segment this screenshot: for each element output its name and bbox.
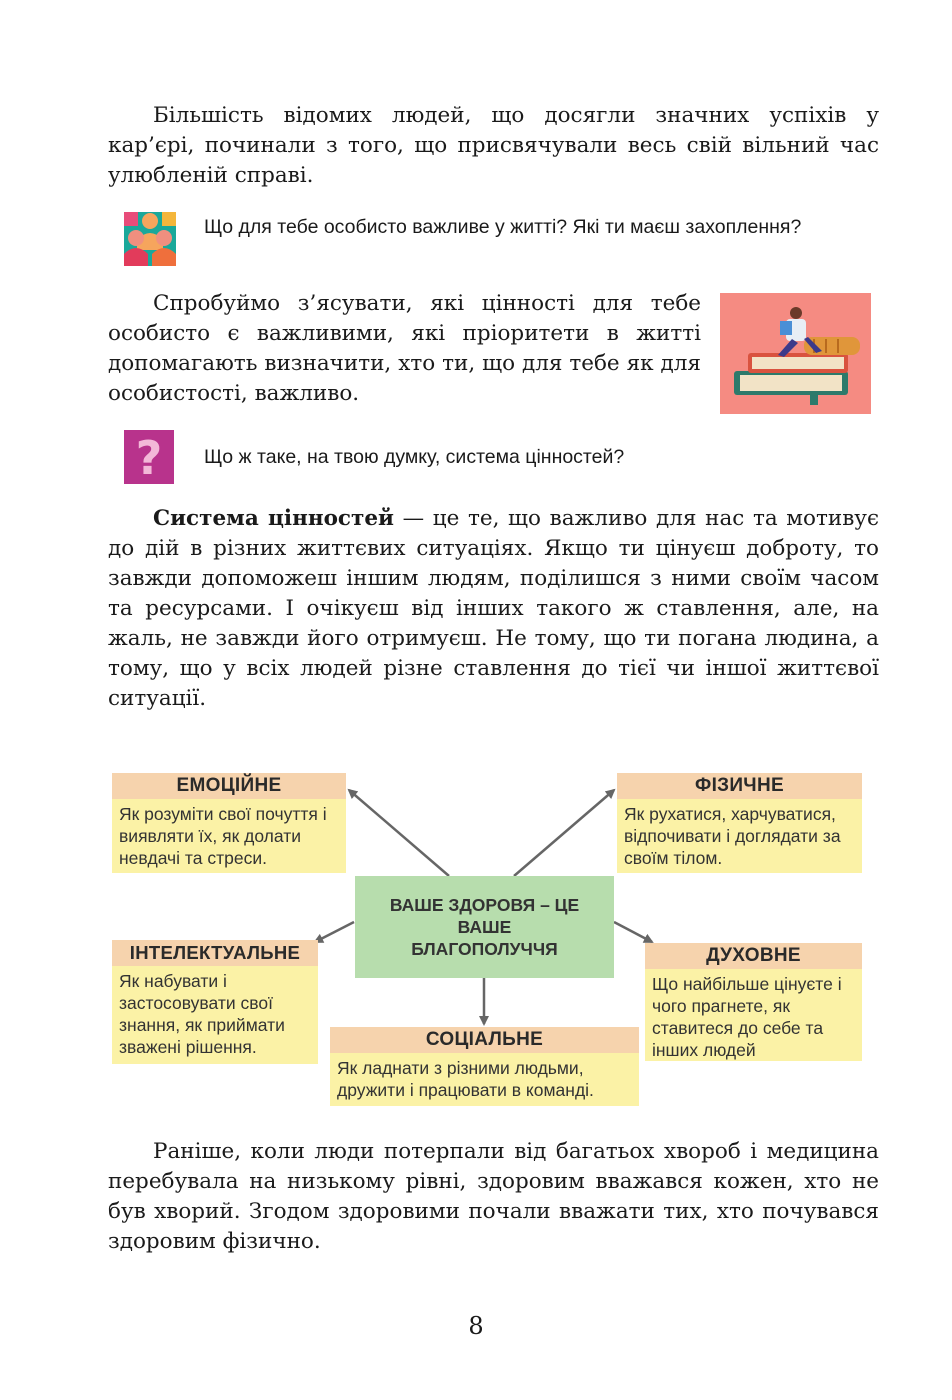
social-box: [330, 1027, 639, 1106]
health-history-paragraph: Раніше, коли люди потерпали від багатьох хвороб і медицина перебувала на низькому рівні, здоровим вважався кожен, хто не був хворий. Згодом здоровими почали вважати тих, хто почувався здоровим фізично.: [108, 1139, 879, 1254]
social-title: СОЦІАЛЬНЕ: [330, 1027, 639, 1053]
spiritual-title: ДУХОВНЕ: [645, 943, 862, 969]
question-hobbies: Що для тебе особисто важливе у житті? Які ти маєш захоплення?: [204, 216, 802, 238]
emotional-text: Як розуміти свої почуття і виявляти їх, як долати невдачі та стреси.: [119, 804, 327, 868]
spiritual-text: Що найбільше цінуєте і чого прагнете, як ставитеся до себе та інших людей: [652, 974, 842, 1060]
central-concept: [355, 876, 614, 978]
intellectual-box: [112, 940, 318, 1064]
physical-text: Як рухатися, харчуватися, відпочивати і доглядати за своїм тілом.: [624, 804, 841, 868]
term-value-system: Система цінностей: [153, 506, 394, 531]
physical-title: ФІЗИЧНЕ: [617, 773, 862, 799]
question-value-system: Що ж таке, на твою думку, система цінностей?: [204, 446, 625, 468]
intro-paragraph: Більшість відомих людей, що досягли значних успіхів у кар’єрі, починали з того, що присвячували весь свій вільний час улюбленій справі.: [108, 103, 879, 188]
intellectual-title: ІНТЕЛЕКТУАЛЬНЕ: [112, 940, 318, 966]
values-paragraph: Спробуймо з’ясувати, які цінності для тебе особисто є важливими, які пріоритети в житті допомагають визначити, хто ти, що для тебе як для особистості, важливо.: [108, 291, 701, 406]
social-text: Як ладнати з різними людьми, дружити і працювати в команді.: [337, 1058, 594, 1100]
central-concept-text: ВАШЕ ЗДОРОВЯ – ЦЕ ВАШЕ БЛАГОПОЛУЧЧЯ: [389, 895, 580, 959]
physical-box: [617, 773, 862, 873]
spiritual-box: [645, 943, 862, 1061]
svg-text:?: ?: [135, 431, 163, 485]
page-number: 8: [468, 1312, 484, 1340]
intellectual-text: Як набувати і застосовувати свої знання, як приймати зважені рішення.: [119, 971, 285, 1057]
value-system-definition: — це те, що важливо для нас та мотивує до дій в різних життєвих ситуаціях. Якщо ти цінуєш доброту, то завжди допоможеш іншим людям, поділишся з ними своїм часом та ресурсами. І очікуєш від інших такого ж ставлення, але, на жаль, не завжди його отримуєш. Не тому, що ти погана людина, а тому, що у всіх людей різне ставлення до тієї чи іншої життєвої ситуації.: [108, 506, 879, 711]
emotional-box: [112, 773, 346, 873]
emotional-title: ЕМОЦІЙНЕ: [112, 773, 346, 799]
